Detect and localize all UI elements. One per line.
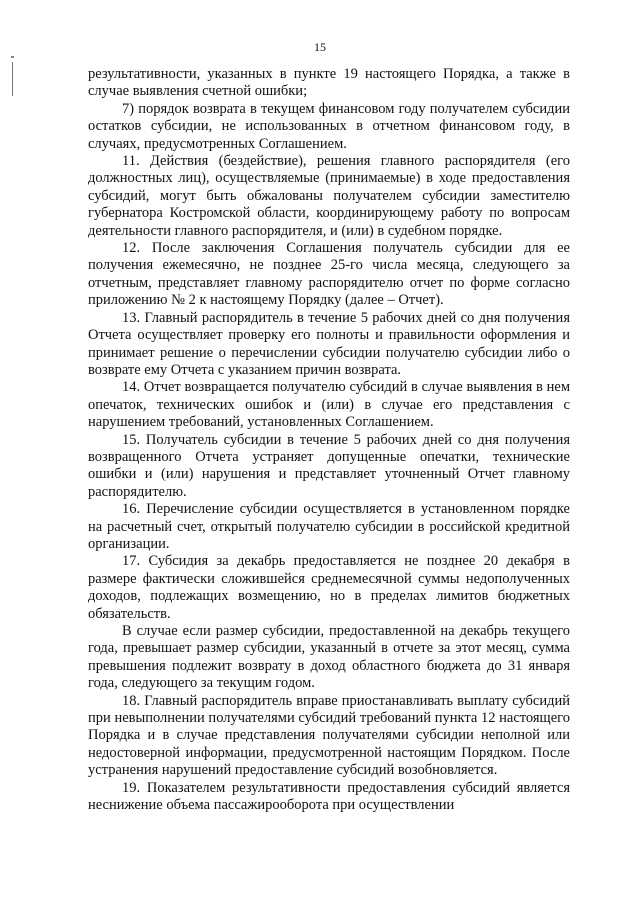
paragraph-16: 16. Перечисление субсидии осуществляется в установленном порядке на расчетный счет, открытый получателю субсидии в российской кредитной организации. bbox=[88, 501, 570, 552]
page-number: 15 bbox=[314, 40, 326, 54]
paragraph-14: 14. Отчет возвращается получателю субсидий в случае выявления в нем опечаток, технических ошибок и (или) в случае его представления с нарушением требований, установленных Соглашением. bbox=[88, 379, 570, 431]
paragraph-17: 17. Субсидия за декабрь предоставляется не позднее 20 декабря в размере фактически сложившейся среднемесячной суммы недополученных доходов, подлежащих возмещению, но в пределах лимитов бюджетных обязательств. bbox=[88, 553, 570, 622]
paragraph-11: 11. Действия (бездействие), решения главного распорядителя (его должностных лиц), осуществляемые (принимаемые) в ходе предоставления субсидий, могут быть обжалованы получателем субсидии заместителю губернатора Костромской области, координирующему работу по вопросам деятельности главного распорядителя, и (или) в судебном порядке. bbox=[88, 153, 570, 239]
paragraph-12: 12. После заключения Соглашения получатель субсидии для ее получения ежемесячно, не позднее 25-го числа месяца, следующего за отчетным, представляет главному распорядителю отчет по форме согласно приложению № 2 к настоящему Порядку (далее – Отчет). bbox=[88, 240, 570, 309]
paragraph-13: 13. Главный распорядитель в течение 5 рабочих дней со дня получения Отчета осуществляет проверку его полноты и правильности оформления и принимает решение о перечислении субсидии получателю субсидии либо о возврате ему Отчета с указанием причин возврата. bbox=[88, 309, 570, 378]
paragraph-item-7: 7) порядок возврата в текущем финансовом году получателем субсидии остатков субсидии, не использованных в отчетном финансовом году, в случаях, предусмотренных Соглашением. bbox=[88, 100, 570, 152]
paragraph-15: 15. Получатель субсидии в течение 5 рабочих дней со дня получения возвращенного Отчета устраняет допущенные опечатки, технические ошибки и (или) нарушения и представляет уточненный Отчет главному распорядителю. bbox=[88, 431, 570, 500]
paragraph-18: 18. Главный распорядитель вправе приостанавливать выплату субсидий при невыполнении получателями субсидий требований пункта 12 настоящего Порядка и в случае представления получателями субсидии неполной или недостоверной информации, предусмотренной настоящим Порядком. После устранения нарушений предоставление субсидий возобновляется. bbox=[88, 692, 570, 779]
paragraph-continuation: результативности, указанных в пункте 19 настоящего Порядка, а также в случае выявления счетной ошибки; bbox=[88, 66, 570, 100]
document-body bbox=[88, 66, 570, 814]
paragraph-19: 19. Показателем результативности предоставления субсидий является неснижение объема пассажирооборота при осуществлении bbox=[88, 779, 570, 814]
margin-dot bbox=[11, 56, 14, 58]
paragraph-17-note: В случае если размер субсидии, предоставленной на декабрь текущего года, превышает размер субсидии, указанный в отчете за этот месяц, сумма превышения подлежит возврату в доход областного бюджета до 31 января года, следующего за текущим годом. bbox=[88, 623, 570, 692]
margin-mark bbox=[12, 62, 13, 96]
